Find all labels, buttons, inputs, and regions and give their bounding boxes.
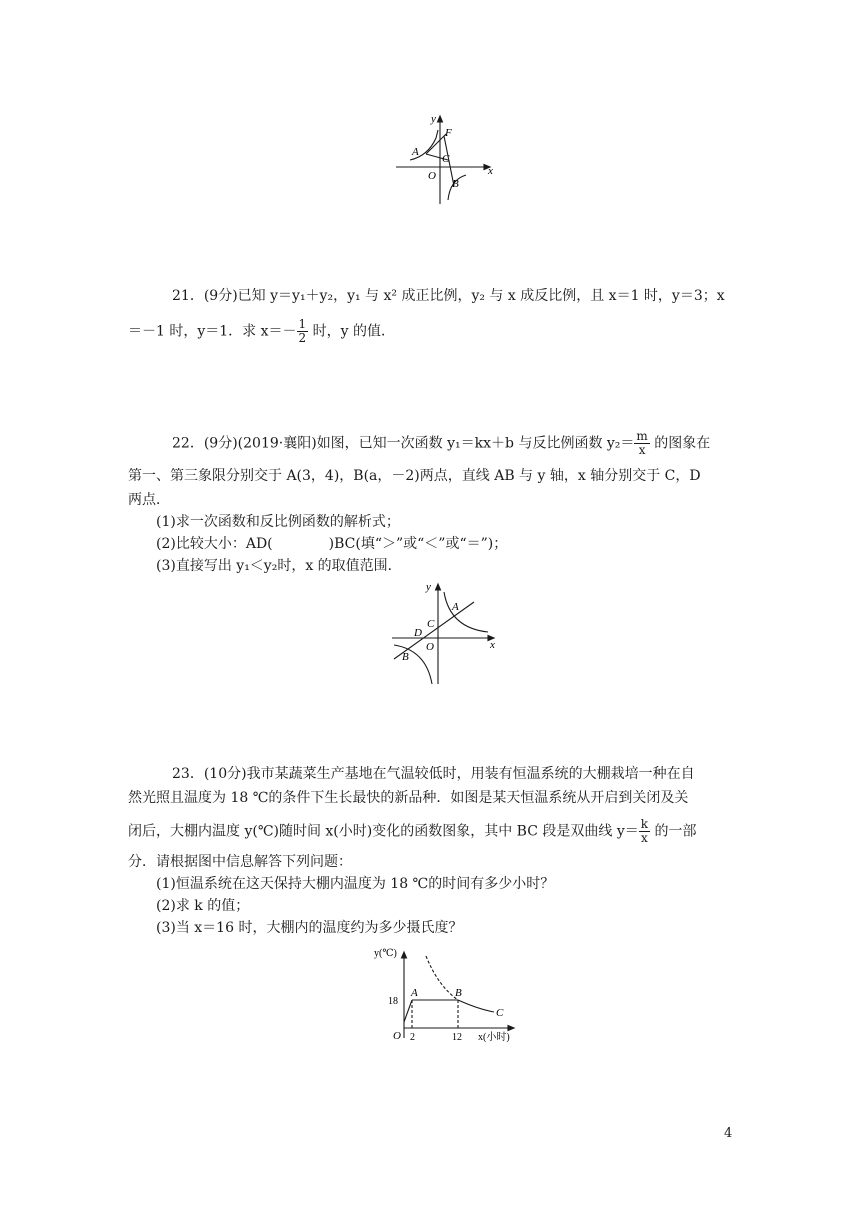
q22-line-2 [128,466,701,486]
q23-part-2-text: (2)求 k 的值； [156,898,250,914]
q23-text-2: 然光照且温度为 18 ℃的条件下生长最快的新品种．如图是某天恒温系统从开启到关闭及关 [128,790,689,806]
q23-line-2 [128,788,688,808]
q23-frac-denominator: x [640,831,648,845]
q23-number: 23． [172,766,204,782]
q21-fraction [297,318,309,345]
label-C: C [496,1007,504,1019]
q22-line-1 [172,430,710,457]
y-axis-arrow [438,116,443,122]
q22-part-2-text-b: )BC(填“＞”或“＜”或“＝”)； [328,536,508,552]
q22-source: (2019·襄阳) [237,435,317,452]
label-O: O [428,170,436,182]
y-axis-arrow [402,952,407,958]
q23-part-3 [156,918,462,938]
y-axis-arrow [436,584,441,590]
label-D: D [414,627,422,639]
q22-part-1-text: (1)求一次函数和反比例函数的解析式； [156,514,400,530]
hyperbola-branch-first-quadrant [444,592,488,632]
q23-line-3 [128,818,696,845]
q20-figure [390,108,500,208]
q21-line-1 [172,286,725,306]
segment-OA [404,1000,412,1022]
q23-text-5: 分．请根据图中信息解答下列问题： [128,854,352,870]
q21-line-2 [128,318,395,345]
tick-2: 2 [410,1032,415,1043]
q22-score: (9分) [203,435,238,452]
tick-12: 12 [452,1032,462,1043]
q22-part-3 [156,556,402,576]
q21-frac-denominator: 2 [298,331,307,345]
label-O: O [393,1030,401,1042]
q23-fraction [639,818,650,845]
q22-part-3-text: (3)直接写出 y₁＜y₂时，x 的取值范围． [156,558,402,574]
label-O: O [426,641,434,653]
label-y: y [426,581,431,593]
q23-line-4 [128,852,352,872]
q22-frac-denominator: x [638,443,646,457]
q23-text-4: 的一部 [650,823,697,840]
q22-text-1: 如图，已知一次函数 y₁＝kx＋b 与反比例函数 y₂＝ [316,435,635,452]
q23-score: (10分) [203,766,247,782]
q23-frac-numerator: k [640,817,649,831]
q21-score: (9分) [203,288,238,304]
q22-figure [388,578,506,688]
label-A: A [452,601,459,613]
q23-part-3-text: (3)当 x＝16 时，大棚内的温度约为多少摄氏度？ [156,920,463,936]
q22-text-2: 的图象在 [649,435,711,452]
hyperbola-dashed [426,956,458,1000]
tick-18: 18 [388,996,398,1007]
q21-text-4: 时，y 的值． [308,323,395,340]
q22-text-3: 第一、第三象限分别交于 A(3，4)，B(a，－2)两点，直线 AB 与 y 轴，x 轴分别交于 C，D [128,468,701,484]
q23-line-1 [172,764,695,784]
label-x: x [488,165,493,177]
q22-number: 22． [172,435,204,452]
label-F: F [445,127,452,139]
curve-BC [458,1000,494,1012]
label-B: B [402,651,409,663]
q22-fraction [634,430,649,457]
q21-number: 21． [172,288,204,304]
x-axis-arrow [508,1026,514,1031]
q23-part-1 [156,874,554,894]
q22-part-2-text-a: (2)比较大小：AD( [156,536,273,552]
label-y: y(℃) [374,948,397,959]
label-B: B [455,987,462,999]
q23-text-1: 我市某蔬菜生产基地在气温较低时，用装有恒温系统的大棚栽培一种在自 [246,766,695,782]
q21-text-2: y＝y₁＋y₂，y₁ 与 x² 成正比例，y₂ 与 x 成反比例，且 x＝1 时，y＝3；x [270,288,725,304]
q22-text-4: 两点． [128,492,170,508]
label-x: x(小时) [478,1032,510,1043]
q23-part-2 [156,896,249,916]
label-A: A [411,987,418,999]
label-B: B [452,178,459,190]
q22-frac-numerator: m [636,429,648,443]
q23-figure [366,942,526,1052]
q22-line-3 [128,490,170,510]
q22-part-2 [156,534,507,554]
page-number: 4 [724,1126,733,1141]
q21-text-3: ＝－1 时，y＝1．求 x＝－ [128,323,297,340]
label-C: C [427,618,435,630]
label-y: y [431,113,436,125]
q21-text-1: 已知 [237,288,271,304]
q21-frac-numerator: 1 [298,317,307,331]
q23-text-3: 闭后，大棚内温度 y(℃)随时间 x(小时)变化的函数图象，其中 BC 段是双曲线 y＝ [128,823,639,840]
label-C: C [442,153,450,165]
label-x: x [490,639,495,651]
q23-part-1-text: (1)恒温系统在这天保持大棚内温度为 18 ℃的时间有多少小时？ [156,876,555,892]
q22-part-1 [156,512,400,532]
label-A: A [412,146,419,158]
